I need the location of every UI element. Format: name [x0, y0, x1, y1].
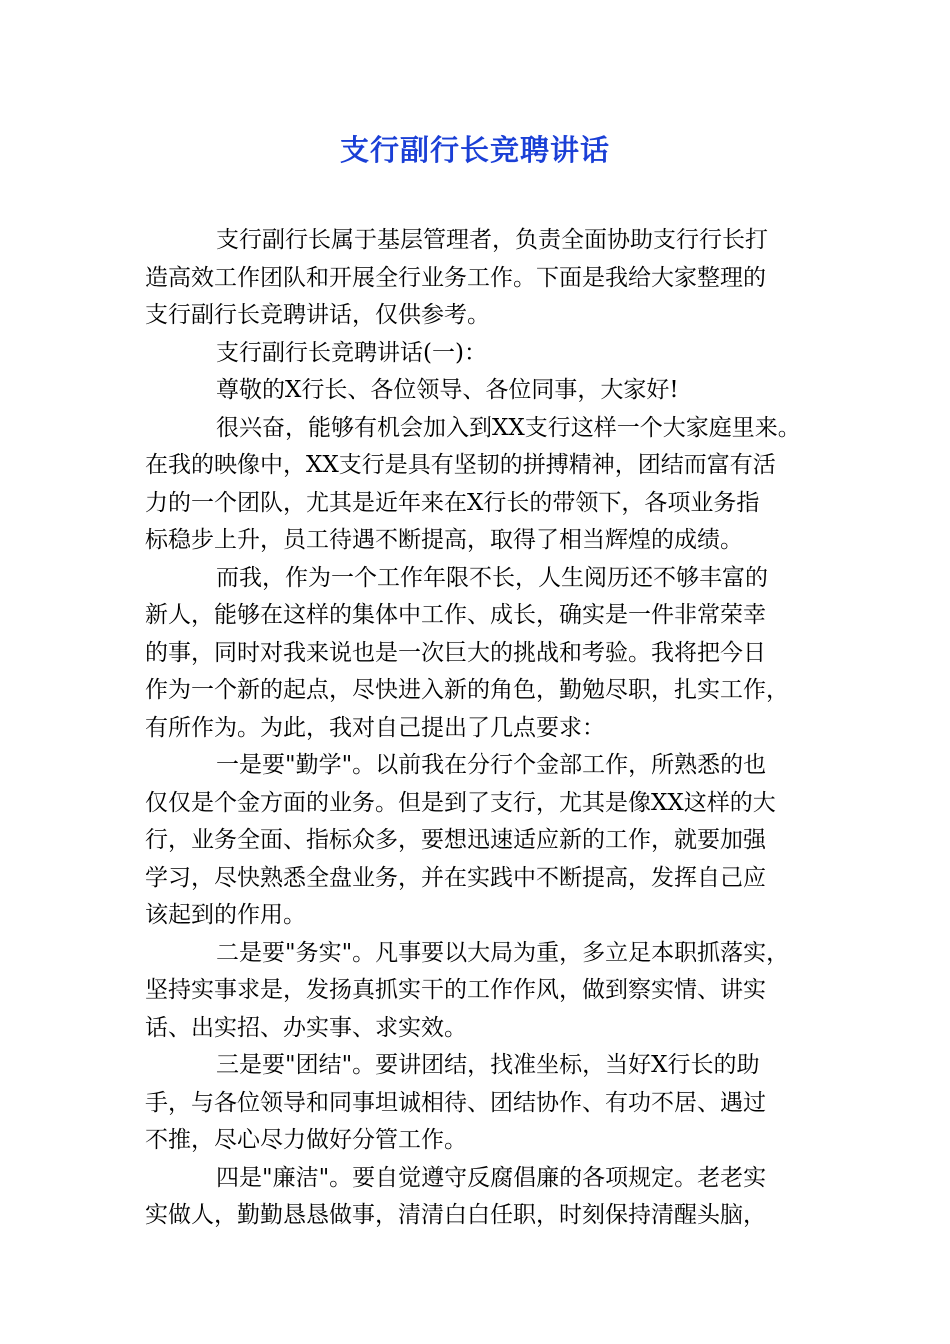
paragraph-line: 学习，尽快熟悉全盘业务，并在实践中不断提高，发挥自己应: [145, 864, 766, 891]
paragraph-line: 标稳步上升，员工待遇不断提高，取得了相当辉煌的成绩。: [145, 527, 743, 553]
paragraph-line: 该起到的作用。: [145, 902, 306, 928]
paragraph-line: 力的一个团队，尤其是近年来在X行长的带领下，各项业务指: [145, 489, 760, 516]
document-title: 支行副行长竞聘讲话: [339, 133, 610, 167]
paragraph-line: 新人，能够在这样的集体中工作、成长，确实是一件非常荣幸: [145, 602, 766, 628]
paragraph-line: 话、出实招、办实事、求实效。: [145, 1014, 467, 1041]
paragraph-line: 在我的映像中，XX支行是具有坚韧的拼搏精神，团结而富有活: [145, 452, 776, 478]
paragraph-line: 行，业务全面、指标众多，要想迅速适应新的工作，就要加强: [145, 827, 766, 853]
paragraph-line: 坚持实事求是，发扬真抓实干的工作作风，做到察实情、讲实: [145, 977, 766, 1003]
paragraph-line: 的事，同时对我来说也是一次巨大的挑战和考验。我将把今日: [145, 639, 766, 666]
paragraph-line: 不推，尽心尽力做好分管工作。: [145, 1127, 467, 1153]
paragraph-line: 一是要"勤学"。以前我在分行个金部工作，所熟悉的也: [216, 752, 767, 778]
document-body: [145, 222, 815, 1235]
paragraph-line: 四是"廉洁"。要自觉遵守反腐倡廉的各项规定。老老实: [216, 1164, 767, 1191]
paragraph-line: 作为一个新的起点，尽快进入新的角色，勤勉尽职，扎实工作，: [145, 677, 789, 703]
paragraph-line: 有所作为。为此，我对自己提出了几点要求：: [145, 714, 605, 741]
paragraph-line: 仅仅是个金方面的业务。但是到了支行，尤其是像XX这样的大: [145, 789, 776, 816]
paragraph-line: 手，与各位领导和同事坦诚相待、团结协作、有功不居、遇过: [145, 1089, 766, 1116]
paragraph-line: 二是要"务实"。凡事要以大局为重，多立足本职抓落实，: [216, 939, 790, 966]
salutation-line: 尊敬的X行长、各位领导、各位同事，大家好!: [216, 377, 679, 403]
paragraph-line: 造高效工作团队和开展全行业务工作。下面是我给大家整理的: [145, 264, 766, 291]
paragraph-line: 支行副行长属于基层管理者，负责全面协助支行行长打: [216, 227, 768, 253]
paragraph-line: 支行副行长竞聘讲话，仅供参考。: [145, 302, 490, 328]
paragraph-line: 实做人，勤勤恳恳做事，清清白白任职，时刻保持清醒头脑，: [145, 1202, 766, 1228]
paragraph-line: 三是要"团结"。要讲团结，找准坐标，当好X行长的助: [216, 1052, 760, 1078]
section-heading: 支行副行长竞聘讲话(一)：: [216, 339, 487, 366]
paragraph-line: 而我，作为一个工作年限不长，人生阅历还不够丰富的: [216, 564, 768, 591]
paragraph-line: 很兴奋，能够有机会加入到XX支行这样一个大家庭里来。: [216, 414, 801, 441]
